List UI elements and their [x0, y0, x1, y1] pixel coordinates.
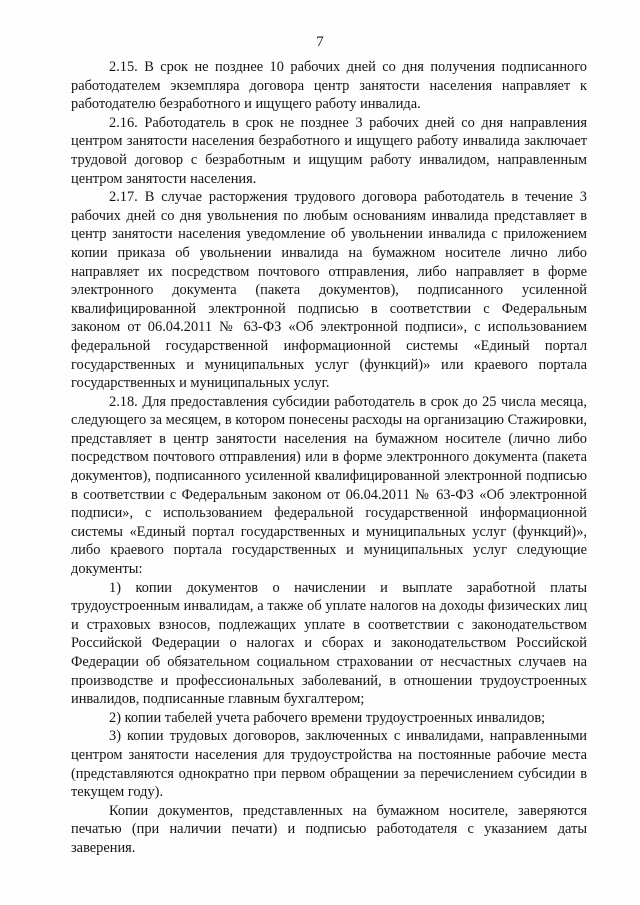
- paragraph-2-16: 2.16. Работодатель в срок не позднее 3 рабочих дней со дня направления центром занятости населения безработного и ищущего работу инвалида заключает трудовой договор с безработным и ищущим работу инвалидом, направленным центром занятости населения.: [71, 114, 587, 187]
- paragraph-certification: Копии документов, представленных на бумажном носителе, заверяются печатью (при наличии печати) и подписью работодателя с указанием даты заверения.: [71, 802, 587, 856]
- page-number: 7: [316, 34, 324, 50]
- paragraph-2-15: 2.15. В срок не позднее 10 рабочих дней со дня получения подписанного работодателем экземпляра договора центр занятости населения направляет к работодателю безработного и ищущего работу инвалида.: [71, 59, 587, 113]
- list-item-3: 3) копии трудовых договоров, заключенных с инвалидами, направленными центром занятости населения для трудоустройства на постоянные рабочие места (представляются однократно при первом обращении за перечислением субсидии в текущем году).: [71, 728, 587, 801]
- list-item-1: 1) копии документов о начислении и выплате заработной платы трудоустроенным инвалидам, а также об уплате налогов на доходы физических лиц и страховых взносов, подлежащих уплате в соответствии с законодательством Российской Федерации о налогах и сборах и законодательством Российской Федерации об обязательном социальном страховании от несчастных случаев на производстве и профессиональных заболеваний, в отношении трудоустроенных инвалидов, подписанные главным бухгалтером;: [71, 579, 587, 708]
- document-body: [71, 58, 587, 858]
- paragraph-2-17: 2.17. В случае расторжения трудового договора работодатель в течение 3 рабочих дней со дня увольнения по любым основаниям инвалида представляет в центр занятости населения уведомление об увольнении инвалида с приложением копии приказа об увольнении инвалида на бумажном носителе лично либо направляет их посредством почтового отправления, либо направляет в форме электронного документа (пакета документов), подписанного усиленной квалифицированной электронной подписью в соответствии с Федеральным законом от 06.04.2011 № 63-ФЗ «Об электронной подписи», с использованием федеральной государственной информационной системы «Единый портал государственных и муниципальных услуг (функций)» или краевого портала государственных и муниципальных услуг.: [71, 189, 587, 392]
- paragraph-2-18: 2.18. Для предоставления субсидии работодатель в срок до 25 числа месяца, следующего за месяцем, в котором понесены расходы на организацию Стажировки, представляет в центр занятости населения на бумажном носителе (лично либо посредством почтового отправления) или в форме электронного документа (пакета документов), подписанного усиленной квалифицированной электронной подписью в соответствии с Федеральным законом от 06.04.2011 № 63-ФЗ «Об электронной подписи», с использованием федеральной государственной информационной системы «Единый портал государственных и муниципальных услуг (функций)», либо краевого портала государственных и муниципальных услуг следующие документы:: [71, 393, 587, 578]
- list-item-2: 2) копии табелей учета рабочего времени трудоустроенных инвалидов;: [109, 709, 546, 726]
